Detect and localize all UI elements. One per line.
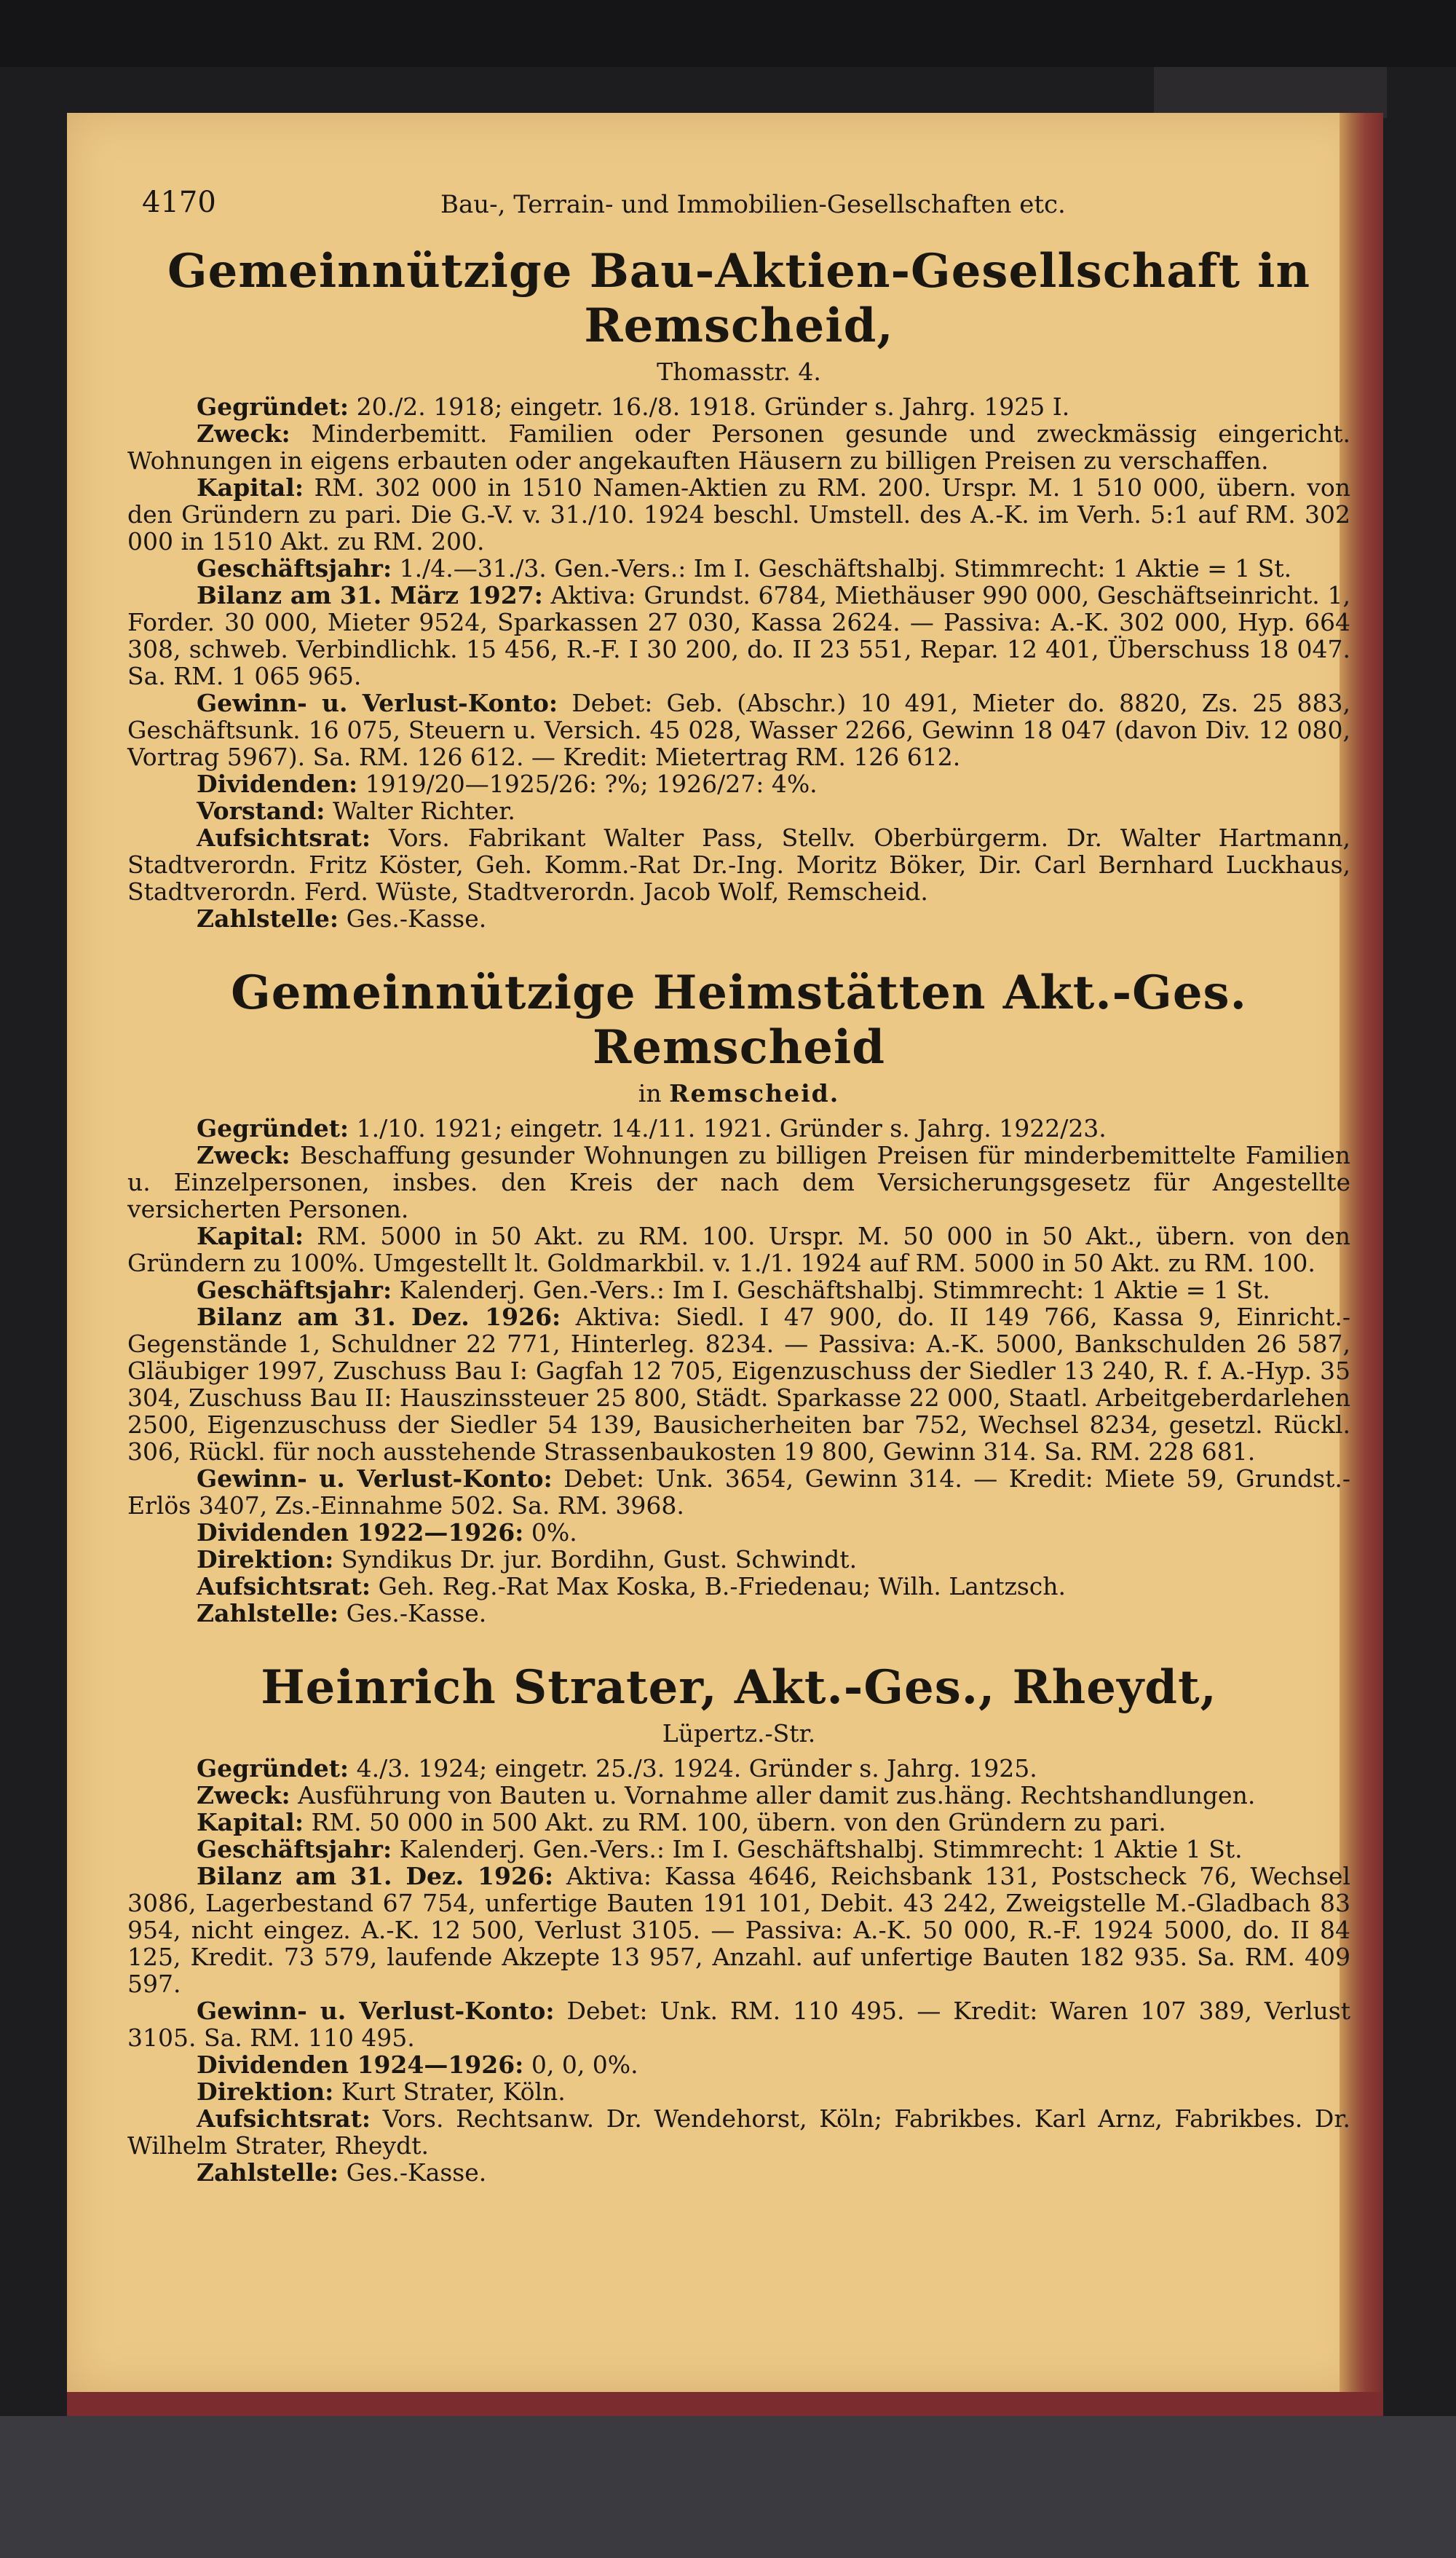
field-dividends: Dividenden 1924—1926: 0, 0, 0%.	[197, 2050, 638, 2079]
field-founded: Gegründet: 1./10. 1921; eingetr. 14./11. 1921. Gründer s. Jahrg. 1922/23.	[197, 1114, 1107, 1142]
field-supervisory-board: Aufsichtsrat: Geh. Reg.-Rat Max Koska, B.-Friedenau; Wilh. Lantzsch.	[197, 1572, 1067, 1600]
field-purpose: Zweck: Minderbemitt. Familien oder Personen gesunde und zweckmässig eingericht. Wohnungen in eigens erbauten oder angekauften Häusern zu billigen Preisen zu verschaffen.	[127, 419, 1350, 475]
field-balance: Bilanz am 31. Dez. 1926: Aktiva: Kassa 4646, Reichsbank 131, Postscheck 76, Wechsel 3086, Lagerbestand 67 754, unfertige Bauten 191 101, Debit. 43 242, Zweigstelle M.-Gladbach 83 954, nicht eingez. A.-K. 12 500, Verlust 3105. — Passiva: A.-K. 50 000, R.-F. 1924 5000, do. II 84 125, Kredit. 73 579, laufende Akzepte 13 957, Anzahl. auf unfertige Bauten 182 935. Sa. RM. 409 597.	[127, 1862, 1350, 1998]
field-founded: Gegründet: 20./2. 1918; eingetr. 16./8. 1918. Gründer s. Jahrg. 1925 I.	[197, 392, 1070, 421]
field-balance: Bilanz am 31. März 1927: Aktiva: Grundst. 6784, Miethäuser 990 000, Geschäftseinricht. 1, Forder. 30 000, Mieter 9524, Sparkassen 27 030, Kassa 2624. — Passiva: A.-K. 302 000, Hyp. 664 308, schweb. Verbindlichk. 15 456, R.-F. I 30 200, do. II 23 551, Repar. 12 401, Überschuss 18 047. Sa. RM. 1 065 965.	[127, 581, 1351, 690]
field-management: Direktion: Kurt Strater, Köln.	[197, 2077, 566, 2106]
field-balance: Bilanz am 31. Dez. 1926: Aktiva: Siedl. I 47 900, do. II 149 766, Kassa 9, Einricht.-Gegenstände 1, Schuldner 22 771, Hinterleg. 8234. — Passiva: A.-K. 5000, Bankschulden 26 587, Gläubiger 1997, Zuschuss Bau I: Gagfah 12 705, Eigenzuschuss der Siedler 13 240, R. f. A.-Hyp. 35 304, Zuschuss Bau II: Hauszinssteuer 25 800, Städt. Sparkasse 22 000, Staatl. Arbeitgeberdarlehen 2500, Eigenzuschuss der Siedler 54 139, Bausicherheiten bar 752, Wechsel 8234, gesetzl. Rückl. 306, Rückl. für noch ausstehende Strassenbaukosten 19 800, Gewinn 314. Sa. RM. 228 681.	[127, 1303, 1350, 1466]
field-paying-agent: Zahlstelle: Ges.-Kasse.	[197, 2158, 487, 2187]
field-profit-loss: Gewinn- u. Verlust-Konto: Debet: Unk. RM. 110 495. — Kredit: Waren 107 389, Verlust 3105. Sa. RM. 110 495.	[127, 1997, 1350, 2052]
company-title: Gemeinnützige Heimstätten Akt.-Ges. Remscheid	[231, 966, 1247, 1075]
field-dividends: Dividenden: 1919/20—1925/26: ?%; 1926/27: 4%.	[197, 770, 818, 798]
field-supervisory-board: Aufsichtsrat: Vors. Rechtsanw. Dr. Wendehorst, Köln; Fabrikbes. Karl Arnz, Fabrikbes. Dr. Wilhelm Strater, Rheydt.	[127, 2104, 1350, 2160]
company-title: Heinrich Strater, Akt.-Ges., Rheydt,	[261, 1660, 1217, 1715]
field-capital: Kapital: RM. 302 000 in 1510 Namen-Aktien zu RM. 200. Urspr. M. 1 510 000, übern. von den Gründern zu pari. Die G.-V. v. 31./10. 1924 beschl. Umstell. des A.-K. im Verh. 5:1 auf RM. 302 000 in 1510 Akt. zu RM. 200.	[127, 473, 1350, 556]
page-content	[127, 186, 1350, 2219]
field-paying-agent: Zahlstelle: Ges.-Kasse.	[197, 904, 487, 933]
field-supervisory-board: Aufsichtsrat: Vors. Fabrikant Walter Pass, Stellv. Oberbürgerm. Dr. Walter Hartmann, Stadtverordn. Fritz Köster, Geh. Komm.-Rat Dr.-Ing. Moritz Böker, Dir. Carl Bernhard Luckhaus, Stadtverordn. Ferd. Wüste, Stadtverordn. Jacob Wolf, Remscheid.	[127, 824, 1350, 906]
field-paying-agent: Zahlstelle: Ges.-Kasse.	[197, 1599, 487, 1627]
field-capital: Kapital: RM. 50 000 in 500 Akt. zu RM. 100, übern. von den Gründern zu pari.	[197, 1808, 1166, 1836]
running-title: Bau-, Terrain- und Immobilien-Gesellschaften etc.	[440, 190, 1066, 219]
field-purpose: Zweck: Beschaffung gesunder Wohnungen zu billigen Preisen für minderbemittelte Familien u. Einzelpersonen, insbes. den Kreis der nach dem Versicherungsgesetz für Angestellte versicherten Personen.	[127, 1141, 1350, 1223]
field-profit-loss: Gewinn- u. Verlust-Konto: Debet: Geb. (Abschr.) 10 491, Mieter do. 8820, Zs. 25 883, Geschäftsunk. 16 075, Steuern u. Versich. 45 028, Wasser 2266, Gewinn 18 047 (davon Div. 12 080, Vortrag 5967). Sa. RM. 126 612. — Kredit: Mietertrag RM. 126 612.	[127, 689, 1350, 771]
company-entry	[127, 966, 1350, 1627]
field-fiscal-year: Geschäftsjahr: 1./4.—31./3. Gen.-Vers.: Im I. Geschäftshalbj. Stimmrecht: 1 Aktie = 1 St.	[197, 554, 1292, 583]
company-entry	[127, 244, 1350, 932]
field-management: Direktion: Syndikus Dr. jur. Bordihn, Gust. Schwindt.	[197, 1545, 858, 1574]
company-address: in Remscheid.	[638, 1079, 840, 1108]
field-dividends: Dividenden 1922—1926: 0%.	[197, 1518, 577, 1547]
backdrop-cloth	[1154, 67, 1387, 118]
field-purpose: Zweck: Ausführung von Bauten u. Vornahme aller damit zus.häng. Rechtshandlungen.	[197, 1781, 1256, 1809]
book-cover-edge	[67, 2392, 1383, 2416]
running-header	[127, 186, 1350, 229]
field-profit-loss: Gewinn- u. Verlust-Konto: Debet: Unk. 3654, Gewinn 314. — Kredit: Miete 59, Grundst.-Erlös 3407, Zs.-Einnahme 502. Sa. RM. 3968.	[127, 1464, 1350, 1520]
company-address: Thomasstr. 4.	[657, 358, 821, 386]
company-title: Gemeinnützige Bau-Aktien-Gesellschaft in Remscheid,	[167, 244, 1310, 353]
company-entry	[127, 1660, 1350, 2186]
field-board: Vorstand: Walter Richter.	[197, 797, 515, 825]
field-founded: Gegründet: 4./3. 1924; eingetr. 25./3. 1924. Gründer s. Jahrg. 1925.	[197, 1754, 1037, 1783]
field-fiscal-year: Geschäftsjahr: Kalenderj. Gen.-Vers.: Im I. Geschäftshalbj. Stimmrecht: 1 Aktie 1 St.	[197, 1835, 1243, 1863]
backdrop-top	[0, 0, 1456, 67]
company-address: Lüpertz.-Str.	[662, 1719, 816, 1748]
backdrop-bottom	[0, 2416, 1456, 2558]
page-number: 4170	[142, 186, 216, 219]
field-capital: Kapital: RM. 5000 in 50 Akt. zu RM. 100. Urspr. M. 50 000 in 50 Akt., übern. von den Gründern zu 100%. Umgestellt lt. Goldmarkbil. v. 1./1. 1924 auf RM. 5000 in 50 Akt. zu RM. 100.	[127, 1222, 1351, 1277]
field-fiscal-year: Geschäftsjahr: Kalenderj. Gen.-Vers.: Im I. Geschäftshalbj. Stimmrecht: 1 Aktie = 1 St.	[197, 1276, 1270, 1304]
